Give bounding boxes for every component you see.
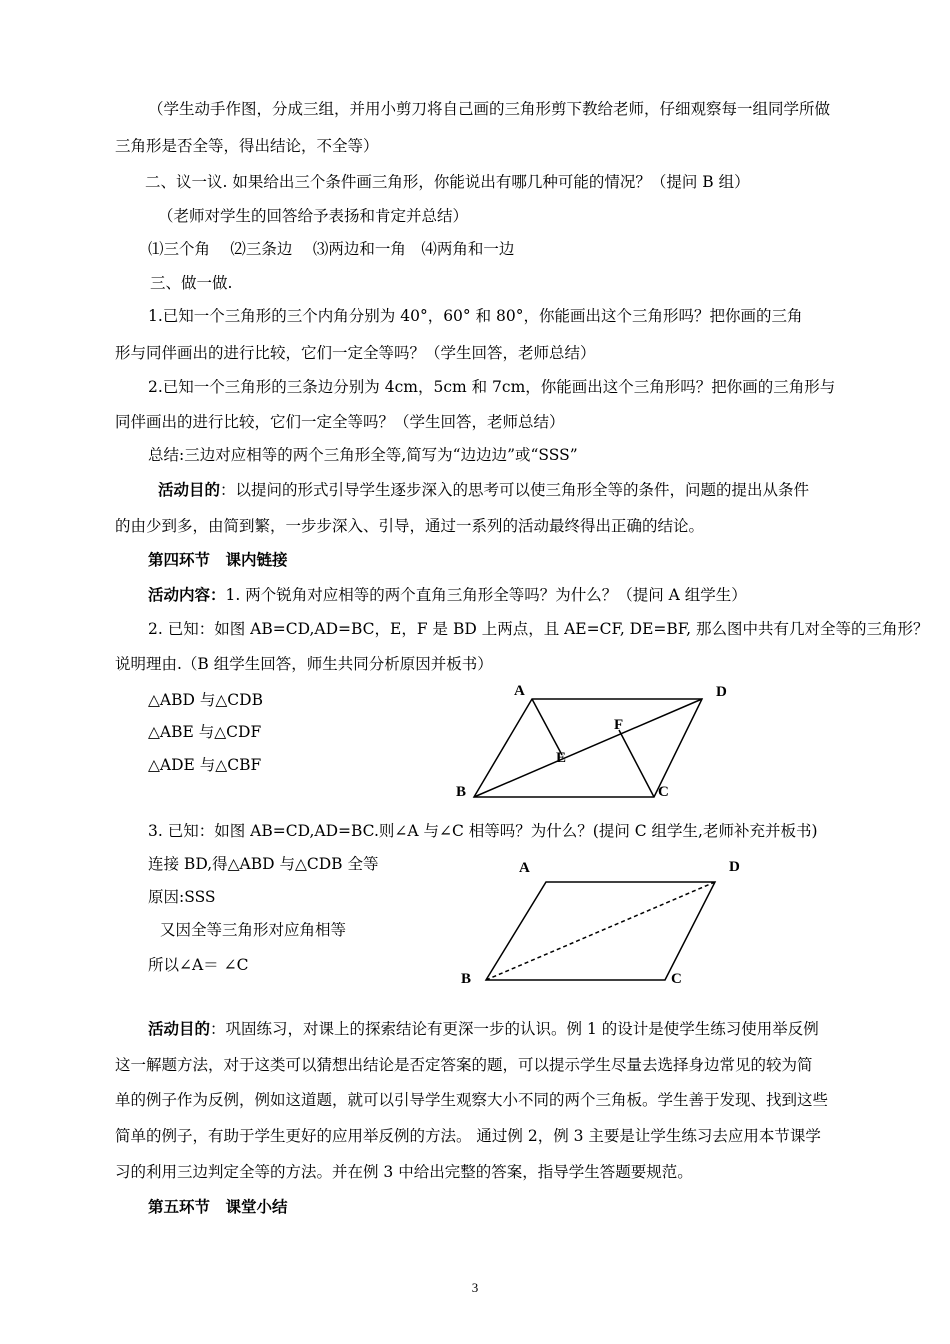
solution-line: 又因全等三角形对应角相等 xyxy=(160,921,347,939)
label-b: B xyxy=(456,784,467,800)
paragraph-line: 这一解题方法，对于这类可以猜想出结论是否定答案的题，可以提示学生尽量去选择身边常见的较为简 xyxy=(115,1056,813,1074)
paragraph-line: 的由少到多，由简到繁，一步步深入、引导，通过一系列的活动最终得出正确的结论。 xyxy=(115,517,705,535)
paragraph-line xyxy=(158,480,809,500)
label-c: C xyxy=(671,971,682,987)
summary-line: 总结:三边对应相等的两个三角形全等,简写为“边边边”或“SSS” xyxy=(148,446,578,464)
solution-line: 连接 BD,得△ABD 与△CDB 全等 xyxy=(148,855,379,873)
paragraph-line: 3. 已知：如图 AB=CD,AD=BC.则∠A 与∠C 相等吗？为什么？(提问 C 组学生,老师补充并板书) xyxy=(148,822,818,840)
paragraph-line: 2. 已知：如图 AB=CD,AD=BC，E，F 是 BD 上两点，且 AE=CF, DE=BF, 那么图中共有几对全等的三角形？ xyxy=(148,620,929,638)
figure-parallelogram-2 xyxy=(445,850,765,995)
label-a: A xyxy=(519,860,530,876)
paragraph-line: 2.已知一个三角形的三条边分别为 4cm，5cm 和 7cm，你能画出这个三角形吗？把你画的三角形与 xyxy=(148,378,836,396)
page-number: 3 xyxy=(471,1280,479,1295)
paragraph-line: 简单的例子，有助于学生更好的应用举反例的方法。 通过例 2，例 3 主要是让学生练习去应用本节课学 xyxy=(115,1127,821,1145)
solution-line: 所以∠A＝ ∠C xyxy=(148,956,249,974)
label-e: E xyxy=(556,750,567,766)
paragraph-line xyxy=(148,1019,819,1039)
paragraph-line: 形与同伴画出的进行比较，它们一定全等吗？（学生回答，老师总结） xyxy=(115,344,596,362)
section-heading-5: 第五环节 课堂小结 xyxy=(148,1197,288,1216)
pair-item: △ADE 与△CBF xyxy=(148,756,262,774)
label-bold: 活动目的 xyxy=(158,480,221,499)
pair-item: △ABD 与△CDB xyxy=(148,691,263,709)
paragraph-line: 习的利用三边判定全等的方法。并在例 3 中给出完整的答案，指导学生答题要规范。 xyxy=(115,1163,693,1181)
paragraph-text: 1. 两个锐角对应相等的两个直角三角形全等吗？为什么？（提问 A 组学生） xyxy=(225,586,747,604)
paragraph-text: ：巩固练习，对课上的探索结论有更深一步的认识。例 1 的设计是使学生练习使用举反例 xyxy=(210,1020,819,1038)
figure-parallelogram-1 xyxy=(440,675,760,810)
label-c: C xyxy=(658,784,669,800)
paragraph-line: （学生动手作图，分成三组，并用小剪刀将自己画的三角形剪下教给老师，仔细观察每一组同学所做 xyxy=(148,100,831,118)
label-d: D xyxy=(729,859,740,875)
section-heading-4: 第四环节 课内链接 xyxy=(148,550,288,569)
paragraph-line: 三角形是否全等，得出结论，不全等） xyxy=(115,137,379,155)
label-f: F xyxy=(614,717,624,733)
paragraph-line: 单的例子作为反例，例如这道题，就可以引导学生观察大小不同的两个三角板。学生善于发现、找到这些 xyxy=(115,1091,829,1109)
label-d: D xyxy=(716,684,727,700)
label-bold: 活动内容： xyxy=(148,585,226,604)
paragraph-text: ：以提问的形式引导学生逐步深入的思考可以使三角形全等的条件，问题的提出从条件 xyxy=(220,481,810,499)
paragraph-line xyxy=(148,585,747,605)
label-b: B xyxy=(461,971,472,987)
paragraph-line: 同伴画出的进行比较，它们一定全等吗？（学生回答，老师总结） xyxy=(115,413,565,431)
label-bold: 活动目的 xyxy=(148,1019,211,1038)
section-heading: 二、议一议. 如果给出三个条件画三角形，你能说出有哪几种可能的情况？（提问 B 组） xyxy=(145,173,750,191)
paragraph-line: （老师对学生的回答给予表扬和肯定并总结） xyxy=(158,207,469,225)
paragraph-line: 说明理由.（B 组学生回答，师生共同分析原因并板书） xyxy=(115,655,493,673)
pair-item: △ABE 与△CDF xyxy=(148,723,262,741)
paragraph-line: 1.已知一个三角形的三个内角分别为 40°，60° 和 80°，你能画出这个三角形吗？把你画的三角 xyxy=(148,307,803,325)
section-heading: 三、做一做. xyxy=(150,274,233,292)
label-a: A xyxy=(514,683,525,699)
paragraph-line: ⑴三个角 ⑵三条边 ⑶两边和一角 ⑷两角和一边 xyxy=(148,240,515,258)
solution-line: 原因:SSS xyxy=(148,888,216,906)
